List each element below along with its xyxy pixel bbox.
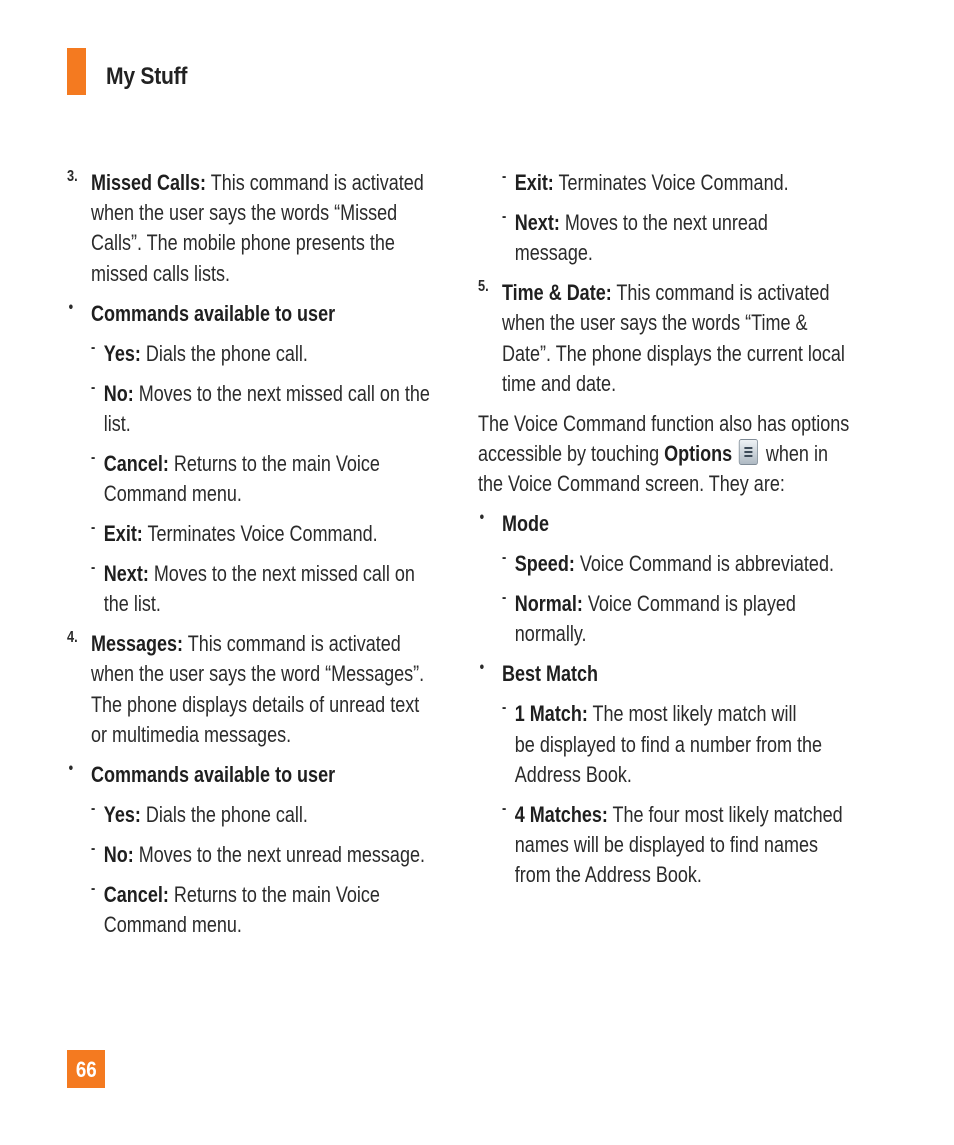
item-term: Missed Calls: [91,170,207,195]
options-paragraph: The Voice Command function also has options accessible by touching Options when in the Voice Command screen. They are: [478,410,850,497]
sub-item-yes: - Yes: Dials the phone call. [91,338,308,366]
bullet-dot: • [479,509,485,527]
sub-item-yes: - Yes: Dials the phone call. [91,799,308,827]
bullet-dot: • [68,298,74,316]
bullet-dot: • [479,659,485,677]
sub-item-cancel: - Cancel: Returns to the main Voice Command menu. [91,448,380,507]
sub-item-normal: - Normal: Voice Command is played normally. [502,589,796,647]
item-term: Messages: [91,631,184,657]
bullet-dot: • [68,759,74,777]
numbered-item-time-date: 5. Time & Date: This command is activated when the user says the words “Time & Date”. The phone displays the current local time and date. [478,278,845,396]
sub-item-exit: - Exit: Terminates Voice Command. [502,168,789,195]
bullet-mode: • Mode [479,509,549,537]
sub-item-next: - Next: Moves to the next missed call on the list. [91,559,415,617]
sub-item-4-matches: - 4 Matches: The four most likely matched names will be displayed to find names from the Address Book. [502,799,843,888]
options-menu-icon [739,439,758,465]
sub-item-next: - Next: Moves to the next unread message. [502,208,768,266]
bullet-commands-available: • Commands available to user [68,298,336,326]
item-number: 4. [67,629,78,647]
item-number: 3. [67,168,78,185]
sub-item-cancel: - Cancel: Returns to the main Voice Command menu. [91,879,380,938]
options-label: Options [664,441,733,467]
numbered-item-missed-calls: 3. Missed Calls: This command is activated when the user says the words “Missed Calls”. The mobile phone presents the missed calls lists. [67,168,424,286]
page-title: My Stuff [106,63,188,90]
sub-item-no: - No: Moves to the next missed call on the list. [91,378,430,436]
bullet-commands-available: • Commands available to user [68,759,336,787]
sub-item-speed: - Speed: Voice Command is abbreviated. [502,549,834,577]
sub-item-exit: - Exit: Terminates Voice Command. [91,519,378,547]
page-number: 66 [67,1050,105,1088]
header-accent-bar [67,48,86,95]
item-number: 5. [478,278,489,296]
sub-item-no: - No: Moves to the next unread message. [91,839,425,867]
right-column [478,168,908,900]
item-term: Time & Date: [502,280,612,306]
numbered-item-messages: 4. Messages: This command is activated when the user says the word “Messages”. The phone displays details of unread text or multimedia messages. [67,629,425,747]
left-column [67,168,497,950]
bullet-best-match: • Best Match [479,659,599,687]
sub-item-1-match: - 1 Match: The most likely match will be displayed to find a number from the Address Book. [502,699,822,787]
